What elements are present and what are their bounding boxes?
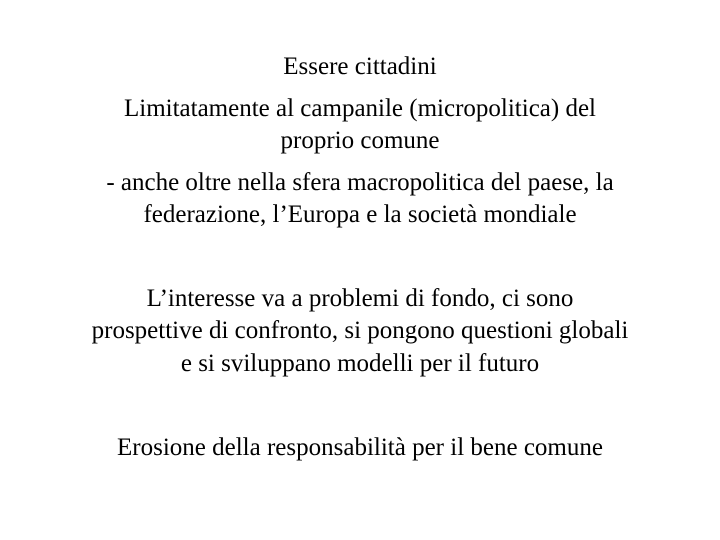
paragraph-1-line-1: Limitatamente al campanile (micropolitica) del <box>123 95 597 122</box>
paragraph-4-line-1: Erosione della responsabilità per il bene comune <box>117 434 603 461</box>
paragraph-2-line-1: - anche oltre nella sfera macropolitica del paese, la <box>106 169 614 196</box>
paragraph-2-line-2: federazione, l’Europa e la società mondiale <box>143 201 577 228</box>
paragraph-3-line-2: prospettive di confronto, si pongono questioni globali <box>91 317 629 344</box>
paragraph-3-line-3: e si sviluppano modelli per il futuro <box>180 350 540 377</box>
heading-essere-cittadini: Essere cittadini <box>283 53 437 80</box>
paragraph-3-line-1: L’interesse va a problemi di fondo, ci sono <box>146 285 574 312</box>
paragraph-1-line-2: proprio comune <box>280 127 440 154</box>
